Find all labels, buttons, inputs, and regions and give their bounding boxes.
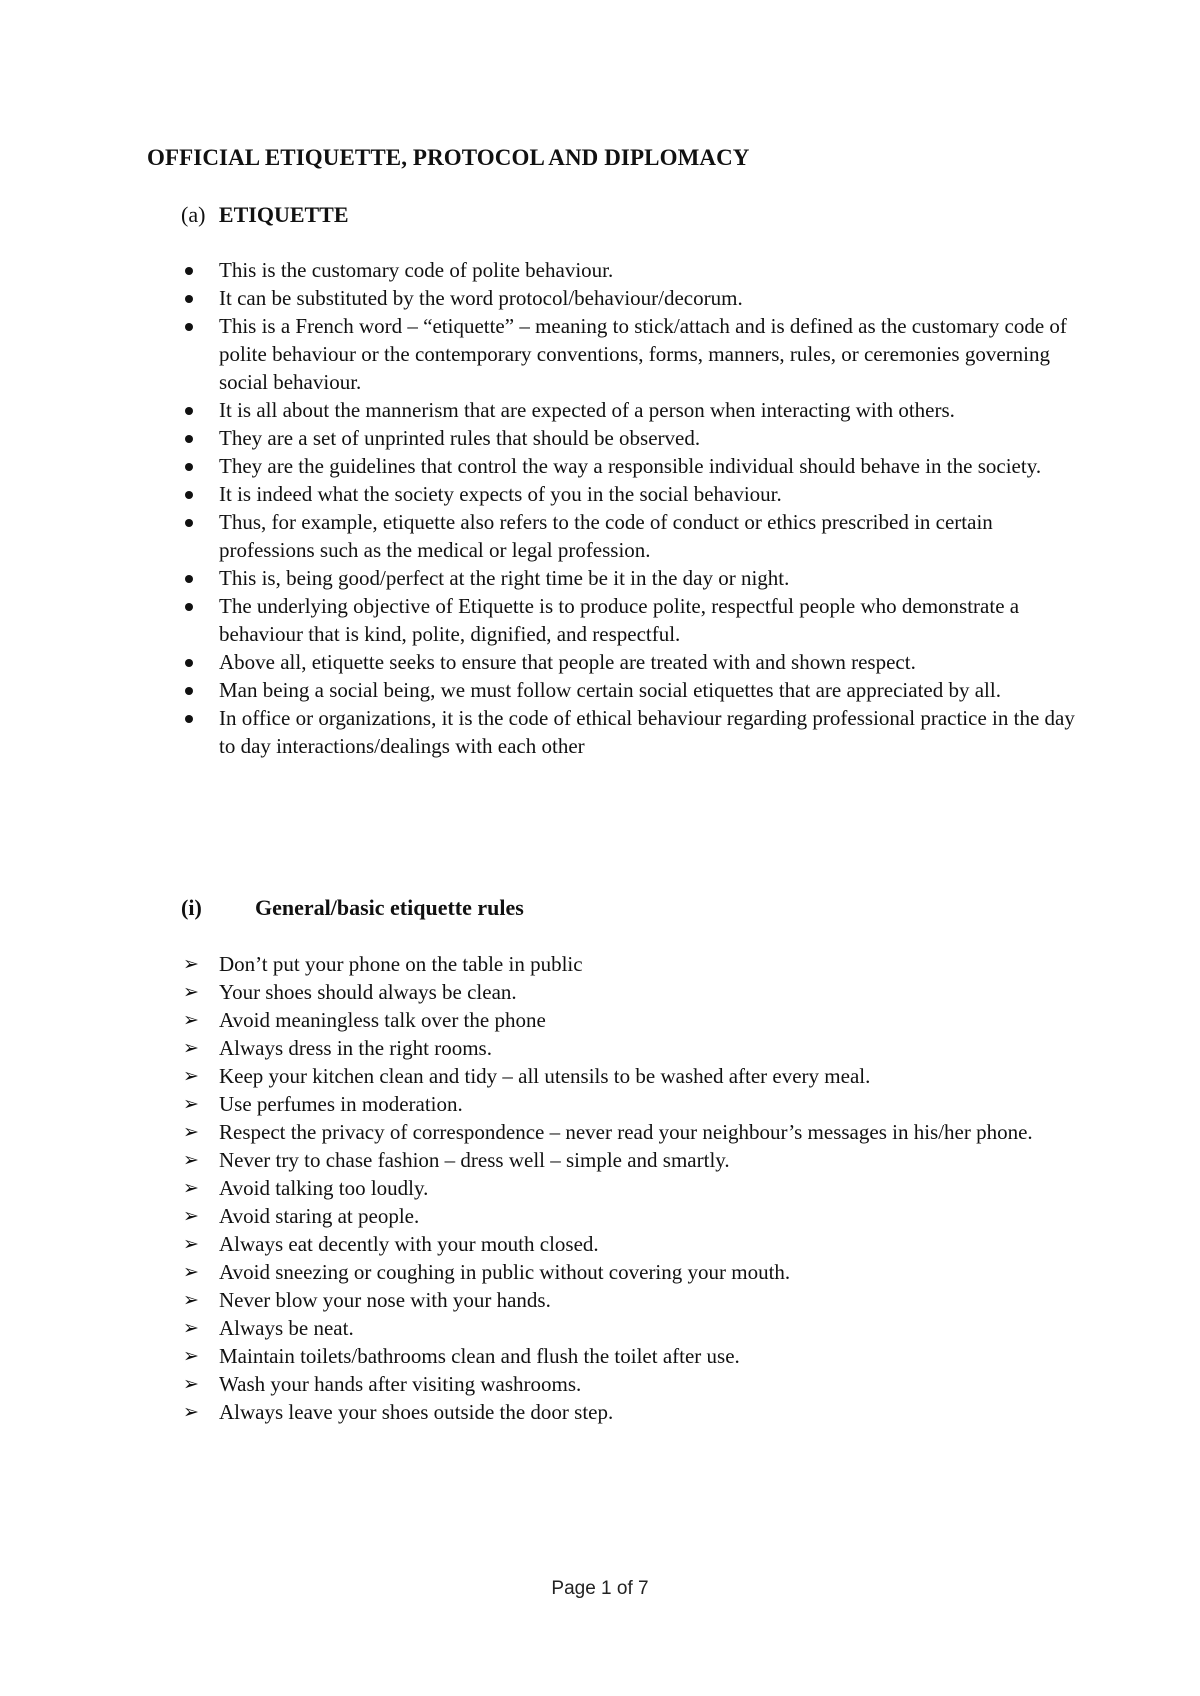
list-item-text: Always be neat. [219,1316,354,1340]
arrow-bullet-icon: ➢ [183,1177,199,1199]
list-item [0,1146,1080,1174]
arrow-bullet-icon: ➢ [183,1149,199,1171]
section-a-heading: ETIQUETTE [218,202,349,227]
list-item-text: Avoid sneezing or coughing in public without covering your mouth. [219,1260,791,1284]
list-item-text: Thus, for example, etiquette also refers to the code of conduct or ethics prescribed in certain professions such as the medical or legal profession. [219,510,993,562]
list-item [0,1398,1080,1426]
list-item [0,424,1080,452]
section-a-letter: (a) [181,202,206,227]
arrow-bullet-icon: ➢ [183,1373,199,1395]
list-item-text: Always dress in the right rooms. [219,1036,492,1060]
list-item-text: Don’t put your phone on the table in public [219,952,583,976]
list-item [0,1258,1080,1286]
bullet-icon [185,491,193,499]
list-item [0,312,1080,396]
list-item [0,284,1080,312]
list-item-text: Man being a social being, we must follow certain social etiquettes that are appreciated by all. [219,678,1001,702]
bullet-icon [185,659,193,667]
list-item-text: Always eat decently with your mouth closed. [219,1232,599,1256]
list-item [0,1314,1080,1342]
arrow-bullet-icon: ➢ [183,1401,199,1423]
arrow-bullet-icon: ➢ [183,1205,199,1227]
bullet-icon [185,323,193,331]
list-item-text: Respect the privacy of correspondence – never read your neighbour’s messages in his/her phone. [219,1120,1033,1144]
arrow-bullet-icon: ➢ [183,1065,199,1087]
list-item-text: Avoid meaningless talk over the phone [219,1008,546,1032]
list-item-text: It is indeed what the society expects of you in the social behaviour. [219,482,782,506]
list-item [0,1090,1080,1118]
list-item [0,256,1080,284]
list-item-text: Wash your hands after visiting washrooms. [219,1372,582,1396]
list-item-text: The underlying objective of Etiquette is to produce polite, respectful people who demonstrate a behaviour that is kind, polite, dignified, and respectful. [219,594,1020,646]
list-item-text: This is a French word – “etiquette” – meaning to stick/attach and is defined as the customary code of polite behaviour or the contemporary conventions, forms, manners, rules, or ceremonies governing social behaviour. [219,314,1067,394]
list-item-text: Avoid talking too loudly. [219,1176,429,1200]
bullet-icon [185,575,193,583]
bullet-icon [185,463,193,471]
arrow-bullet-icon: ➢ [183,1233,199,1255]
arrow-bullet-icon: ➢ [183,1037,199,1059]
list-item [0,564,1080,592]
list-item [0,676,1080,704]
subsection-heading: General/basic etiquette rules [255,895,524,920]
list-item [0,592,1080,648]
arrow-bullet-icon: ➢ [183,1289,199,1311]
bullet-icon [185,295,193,303]
list-item [0,1230,1080,1258]
list-item-text: Your shoes should always be clean. [219,980,517,1004]
bullet-icon [185,267,193,275]
arrow-bullet-icon: ➢ [183,1009,199,1031]
list-item-text: It can be substituted by the word protocol/behaviour/decorum. [219,286,743,310]
list-item-text: Maintain toilets/bathrooms clean and flush the toilet after use. [219,1344,740,1368]
list-item [0,1118,1080,1146]
etiquette-bullet-list [0,256,1080,760]
arrow-bullet-icon: ➢ [183,1317,199,1339]
list-item-text: This is the customary code of polite behaviour. [219,258,614,282]
list-item-text: Avoid staring at people. [219,1204,420,1228]
bullet-icon [185,687,193,695]
etiquette-rules-list [0,950,1080,1426]
list-item-text: This is, being good/perfect at the right time be it in the day or night. [219,566,790,590]
list-item [0,1034,1080,1062]
list-item [0,950,1080,978]
list-item [0,396,1080,424]
list-item-text: It is all about the mannerism that are expected of a person when interacting with others. [219,398,955,422]
list-item-text: Never blow your nose with your hands. [219,1288,551,1312]
list-item [0,1370,1080,1398]
list-item-text: Keep your kitchen clean and tidy – all utensils to be washed after every meal. [219,1064,871,1088]
list-item-text: Above all, etiquette seeks to ensure that people are treated with and shown respect. [219,650,916,674]
list-item-text: Never try to chase fashion – dress well – simple and smartly. [219,1148,730,1172]
list-item [0,1062,1080,1090]
subsection-number: (i) [181,895,202,920]
bullet-icon [185,519,193,527]
list-item-text: Use perfumes in moderation. [219,1092,463,1116]
list-item [0,648,1080,676]
document-title: OFFICIAL ETIQUETTE, PROTOCOL AND DIPLOMACY [147,145,750,170]
list-item-text: They are the guidelines that control the way a responsible individual should behave in the society. [219,454,1042,478]
list-item [0,508,1080,564]
bullet-icon [185,407,193,415]
subsection-header [181,895,524,921]
list-item [0,704,1080,760]
list-item [0,1286,1080,1314]
page-number-footer: Page 1 of 7 [551,1578,649,1599]
list-item [0,1202,1080,1230]
bullet-icon [185,715,193,723]
list-item [0,452,1080,480]
arrow-bullet-icon: ➢ [183,1093,199,1115]
list-item-text: In office or organizations, it is the code of ethical behaviour regarding professional practice in the day to day interactions/dealings with each other [219,706,1075,758]
list-item [0,1006,1080,1034]
list-item [0,1342,1080,1370]
arrow-bullet-icon: ➢ [183,1121,199,1143]
list-item-text: Always leave your shoes outside the door step. [219,1400,614,1424]
bullet-icon [185,435,193,443]
list-item-text: They are a set of unprinted rules that should be observed. [219,426,701,450]
list-item [0,1174,1080,1202]
arrow-bullet-icon: ➢ [183,953,199,975]
section-a-header [181,202,349,228]
bullet-icon [185,603,193,611]
arrow-bullet-icon: ➢ [183,981,199,1003]
arrow-bullet-icon: ➢ [183,1345,199,1367]
list-item [0,978,1080,1006]
list-item [0,480,1080,508]
arrow-bullet-icon: ➢ [183,1261,199,1283]
